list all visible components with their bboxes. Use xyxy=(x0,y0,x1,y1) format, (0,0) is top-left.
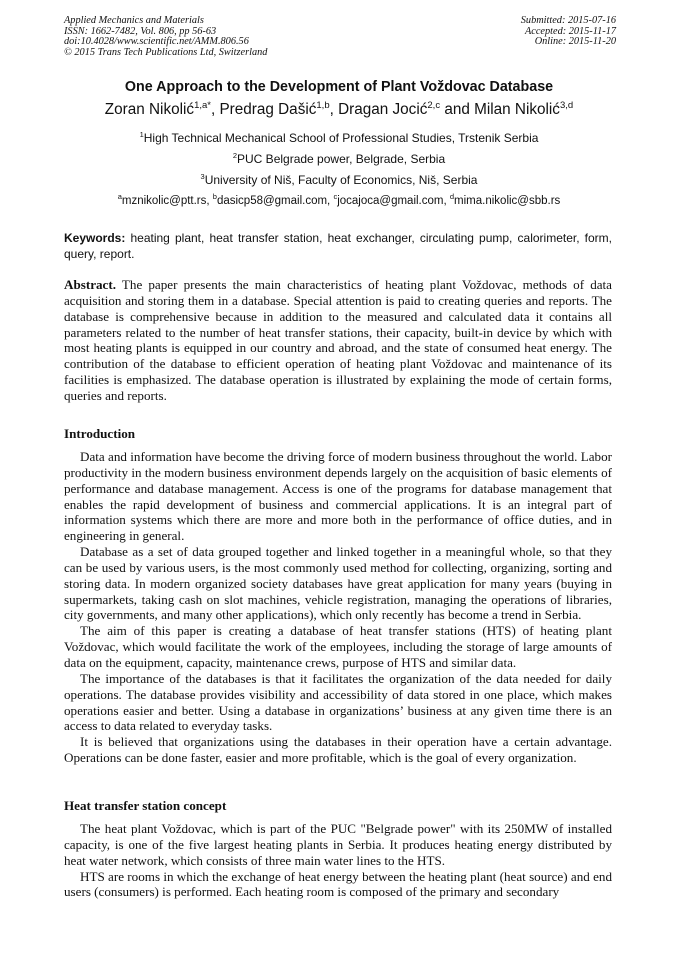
paragraph: The heat plant Voždovac, which is part of the PUC "Belgrade power" with its 250MW of installed capacity, is one of the five largest heating plants in Serbia. It produces heating energy distributed by heat water network, which consists of three main water lines to the HTS. xyxy=(64,821,612,868)
paper-title: One Approach to the Development of Plant Voždovac Database xyxy=(124,79,554,95)
email-sup: a xyxy=(117,192,122,201)
affiliation xyxy=(0,152,678,166)
email-sup: c xyxy=(333,192,338,201)
copyright-line: © 2015 Trans Tech Publications Ltd, Switzerland xyxy=(64,46,268,58)
paragraph: HTS are rooms in which the exchange of heat energy between the heating plant (heat source) and end users (consumers) is performed. Each heating room is composed of the primary and secondary xyxy=(64,868,612,900)
online-date: Online: 2015-11-20 xyxy=(534,36,616,48)
section-heading-hts-concept: Heat transfer station concept xyxy=(64,798,227,813)
author-list xyxy=(0,101,678,119)
submitted-date: Submitted: 2015-07-16 xyxy=(520,15,616,26)
paragraph: The aim of this paper is creating a database of heat transfer stations (HTS) of heating plant Voždovac, which would facilitate the work of the employees, including the storage of large amounts of data on the equipment, capacity, maintenance crews, purpose of HTS and similar data. xyxy=(64,623,612,670)
affiliation xyxy=(0,131,678,145)
author-name: Milan Nikolić xyxy=(474,101,560,118)
issn-line: ISSN: 1662-7482, Vol. 806, pp 56-63 xyxy=(64,25,217,37)
doi-line: doi:10.4028/www.scientific.net/AMM.806.56 xyxy=(64,36,249,48)
email-link[interactable]: mznikolic@ptt.rs, xyxy=(121,195,213,207)
keywords xyxy=(64,231,612,262)
section-heading-introduction: Introduction xyxy=(64,426,136,441)
author-sup: 2,c xyxy=(427,100,441,111)
author-name: Dragan Jocić xyxy=(338,101,428,118)
hts-concept-body xyxy=(64,821,612,900)
dates-info xyxy=(521,16,616,48)
author-sep: , xyxy=(210,101,220,118)
affiliation-text: High Technical Mechanical School of Professional Studies, Trstenik Serbia xyxy=(143,131,539,145)
affiliation-num: 3 xyxy=(200,172,205,181)
accepted-date: Accepted: 2015-11-17 xyxy=(524,25,616,37)
email-sup: b xyxy=(212,192,217,201)
author-sup: 1,a* xyxy=(194,100,211,111)
keywords-text: heating plant, heat transfer station, heat exchanger, circulating pump, calorimeter, form, query, report. xyxy=(64,231,612,261)
journal-name: Applied Mechanics and Materials xyxy=(64,15,204,26)
journal-info xyxy=(64,16,267,58)
email-link[interactable]: dasicp58@gmail.com, xyxy=(216,195,334,207)
author-sep: , xyxy=(329,101,339,118)
introduction-body xyxy=(64,449,612,766)
author-name: Zoran Nikolić xyxy=(104,101,195,118)
author-sup: 1,b xyxy=(316,100,330,111)
affiliation-text: PUC Belgrade power, Belgrade, Serbia xyxy=(237,152,446,166)
email-link[interactable]: mima.nikolic@sbb.rs xyxy=(454,195,561,207)
abstract-text: The paper presents the main characteristics of heating plant Voždovac, methods of data acquisition and storing them in a database. Special attention is paid to creating queries and reports. The database is comprehensive because in addition to the measured and calculated data it contains all parameters related to the number of heat transfer stations, their capacity, built-in device by which with most heating plants is equipped in our country and abroad, and the state of consumed heat energy. The contribution of the database to efficient operation of heating plant Voždovac and maintenance of its facilities is emphasized. The database operation is illustrated by explaining the mode of certain forms, queries and reports. xyxy=(64,277,612,403)
email-sup: d xyxy=(449,192,455,201)
author-sup: 3,d xyxy=(559,100,574,111)
paragraph: Database as a set of data grouped together and linked together in a meaningful whole, so that they can be used by various users, is the most commonly used method for collecting, organizing, sorting and storing data. In modern organized society databases have great application for many years (buying in supermarkets, taking cash on slot machines, vehicle registration, managing the operations of libraries, city governments, and many other applications), which only recently has become a trend in Serbia. xyxy=(64,544,612,623)
paragraph: It is believed that organizations using the databases in their operation have a certain advantage. Operations can be done faster, easier and more profitable, which is the goal of every organization. xyxy=(64,734,612,766)
abstract-label: Abstract. xyxy=(64,277,116,292)
abstract xyxy=(64,277,612,404)
author-name: Predrag Dašić xyxy=(219,101,317,118)
paragraph: Data and information have become the driving force of modern business throughout the world. Labor productivity in the modern business environment depends largely on the acquisition of basic elements of performance and database management. Access is one of the programs for database management that enables the rapid development of business and commercial applications. It is an integral part of information systems which there are more and more both in the performance of office duties, and in engineering in general. xyxy=(64,449,612,544)
affiliation xyxy=(0,173,678,187)
keywords-label: Keywords: xyxy=(64,231,126,245)
paragraph: The importance of the databases is that it facilitates the organization of the data needed for daily operations. The database provides visibility and accessibility of data stored in one place, which makes operations easier and better. Using a database in organizations’ business at any given time there is an access to data related to everyday tasks. xyxy=(64,670,612,734)
affiliation-num: 2 xyxy=(232,151,238,160)
email-list xyxy=(0,192,678,207)
affiliation-text: University of Niš, Faculty of Economics, Niš, Serbia xyxy=(204,173,478,187)
affiliation-num: 1 xyxy=(139,130,144,139)
author-sep: and xyxy=(440,101,475,118)
email-link[interactable]: jocajoca@gmail.com, xyxy=(337,195,450,207)
